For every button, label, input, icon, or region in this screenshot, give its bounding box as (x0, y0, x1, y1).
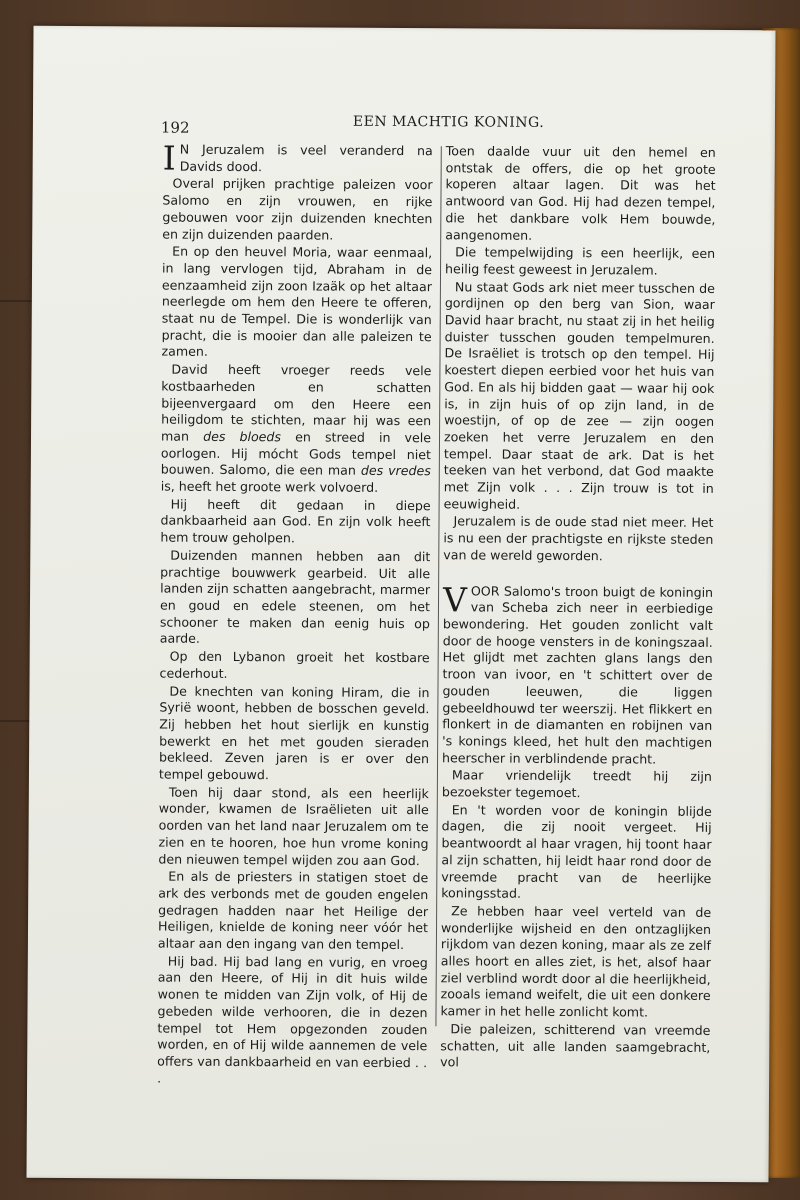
paragraph: Toen hij daar stond, als een heerlijk wonder, kwamen de Israëlieten uit alle oorden van het land naar Jeruzalem om te zien en te hooren, hoe hun vrome koning den nieuwen tempel wijden zou aan God. (158, 784, 429, 868)
paragraph: Duizenden mannen hebben aan dit prachtige bouwwerk gearbeid. Uit alle landen zijn schatten aangebracht, marmer en goud en edele steenen, om het schooner te maken dan eenig huis op aarde. (159, 547, 431, 647)
right-text-column (440, 143, 716, 1074)
running-title: EEN MACHTIG KONING. (352, 113, 545, 131)
paragraph-text: OOR Salomo's troon buigt de koningin van Scheba zich neer in eerbiedige bewondering. Het gouden zonlicht valt door de hooge vensters in de koningszaal. Het glijdt met zachten glans langs den troon van ivoor, en 't schittert over de gouden leeuwen, die liggen gebeeldhouwd ter weerszij. Het flikkert en flonkert in de diamanten en robijnen van 's konings kleed, het hult den machtigen heerscher in verblindende pracht. (442, 583, 714, 767)
paragraph (161, 362, 432, 497)
section-break (443, 565, 713, 585)
paragraph-text: en streed in vele oorlogen. Hij mócht Gods tempel niet bouwen. Salomo, die een man (160, 429, 432, 479)
paragraph: Hij heeft dit gedaan in diepe dankbaarheid aan God. En zijn volk heeft hem trouw geholpen. (160, 496, 431, 546)
paragraph: Hij bad. Hij bad lang en vurig, en vroeg aan den Heere, of Hij in dit huis wilde wonen te midden van Zijn volk, of Hij de gebeden wilde verhooren, die in dezen tempel tot Hem opgezonden zouden worden, en of Hij wilde aannemen de vele offers van dankbaarheid en van eerbied . . . (157, 953, 428, 1086)
left-text-column (157, 138, 433, 1090)
paragraph (442, 579, 714, 768)
paragraph-text: N Jeruzalem is veel veranderd na Davids dood. (179, 141, 433, 174)
paragraph: Overal prijken prachtige paleizen voor Salomo en zijn vrouwen, en rijke gebouwen voor zijn duizenden knechten en zijn duizenden paarden. (162, 176, 433, 243)
paragraph-text: is, heeft het groote werk volvoerd. (160, 478, 379, 495)
drop-cap: V (442, 579, 467, 619)
paragraph: En als de priesters in statigen stoet de ark des verbonds met de gouden engelen gedragen hadden naar het Heilige der Heiligen, knielde de koning neer vóór het altaar aan den ingang van den tempel. (157, 868, 429, 953)
paragraph-text: David heeft vroeger reeds vele kostbaarheden en schatten bijeenvergaard om den Heere een heiligdom te stichten, maar hij was een man (160, 361, 432, 444)
paragraph: Ze hebben haar veel verteld van de wonderlijke wijsheid en den ontzaglijken rijkdom van dezen koning, maar als ze zelf alles hoort en alles ziet, is het, alsof haar ziel verblind wordt door al die heerlijkheid, zooals iemand weifelt, die uit een donkere kamer in het helle zonlicht komt. (440, 903, 712, 1020)
paragraph (162, 138, 433, 178)
paragraph: Nu staat Gods ark niet meer tusschen de gordijnen op den berg van Sion, waar David haar bracht, nu staat zij in het heilig duister tusschen gouden tempelmuren. De Israëliet is trotsch op den tempel. Hij koestert diepen eerbied voor het huis van God. En als hij bidden gaat — waar hij ook is, in zijn huis of op zijn land, in de woestijn, of op de zee — zijn oogen zoeken het verre Jeruzalem en den tempel. Daar staat de ark. Dat is het teeken van het verbond, dat God maakte met Zijn volk . . . Zijn trouw is tot in eeuwigheid. (443, 278, 715, 512)
paragraph: Maar vriendelijk treedt hij zijn bezoekster tegemoet. (441, 767, 712, 801)
drop-cap: I (162, 138, 176, 178)
page-number: 192 (160, 118, 190, 137)
paragraph: Die paleizen, schitterend van vreemde schatten, uit alle landen saamgebracht, vol (440, 1021, 711, 1070)
paragraph: Toen daalde vuur uit den hemel en ontstak de offers, die op het groote koperen altaar lagen. Dit was het antwoord van God. Hij had dezen tempel, die het dankbare volk Hem bouwde, aangenomen. (445, 143, 716, 243)
paragraph: De knechten van koning Hiram, die in Syrië woont, hebben de bosschen geveld. Zij hebben het hout sierlijk en kunstig bewerkt en het met gouden sieraden bekleed. Zeven jaren is er over den tempel gebouwd. (158, 683, 430, 783)
book-page (26, 26, 775, 1183)
paragraph: Die tempelwijding is een heerlijk, een heilig feest geweest in Jeruzalem. (445, 244, 716, 278)
italic-phrase: des vredes (360, 463, 431, 479)
paragraph: En 't worden voor de koningin blijde dagen, die zij nooit vergeet. Hij beantwoordt al haar vragen, hij toont haar al zijn schatten, hij leidt haar rond door de vreemde pracht van de heerlijke koningsstad. (441, 802, 712, 901)
paragraph: En op den heuvel Moria, waar eenmaal, in lang vervlogen tijd, Abraham in de eenzaamheid zijn zoon Izaäk op het altaar neerlegde om hem den Heere te offeren, staat nu de Tempel. Die is wonderlijk van pracht, die is mooier dan alle paleizen te zamen. (161, 243, 433, 360)
paragraph: Op den Lybanon groeit het kostbare cederhout. (159, 648, 430, 681)
paragraph: Jeruzalem is de oude stad niet meer. Het is nu een der prachtigste en rijkste steden van de wereld geworden. (443, 513, 714, 564)
italic-phrase: des bloeds (203, 428, 282, 445)
